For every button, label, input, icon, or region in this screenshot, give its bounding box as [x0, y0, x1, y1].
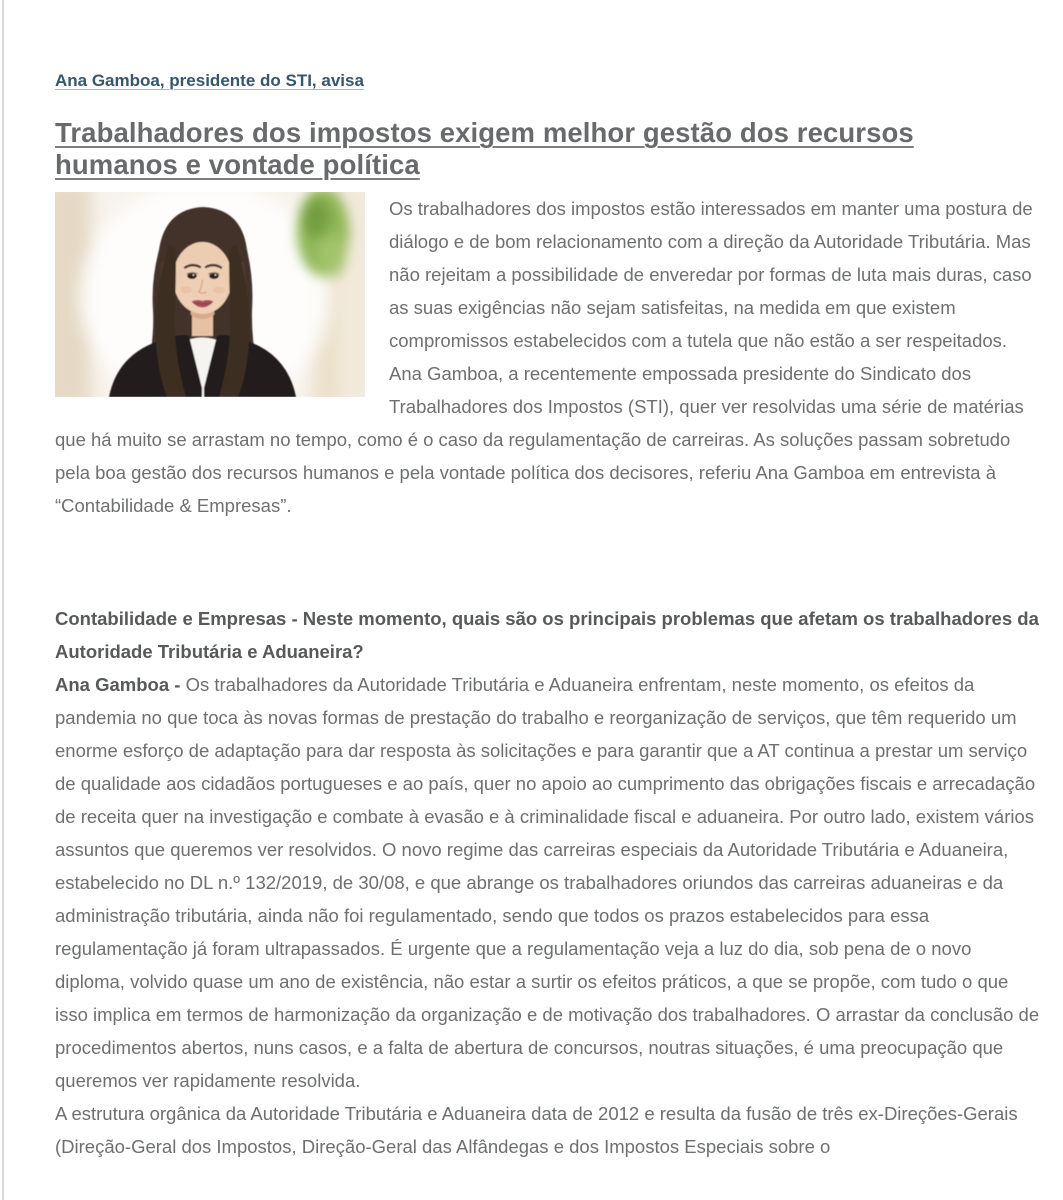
article-photo — [55, 192, 365, 397]
interview-answer-continued — [55, 1097, 1043, 1163]
article-headline — [55, 117, 955, 181]
interview-section — [55, 602, 1043, 1163]
answer-speaker-label: Ana Gamboa - — [55, 674, 186, 696]
interview-question: Contabilidade e Empresas - Neste momento, quais são os principais problemas que afetam os trabalhadores da Autoridade Tributária e Aduaneira? — [55, 608, 1039, 663]
article-body — [55, 192, 1043, 1163]
interview-answer — [55, 668, 1043, 1097]
kicker-link[interactable]: Ana Gamboa, presidente do STI, avisa — [55, 71, 364, 90]
headline-link[interactable]: Trabalhadores dos impostos exigem melhor gestão dos recursos humanos e vontade política — [55, 117, 914, 181]
answer-text-2: A estrutura orgânica da Autoridade Tributária e Aduaneira data de 2012 e resulta da fusão de três ex-Direções-Gerais (Direção-Geral dos Impostos, Direção-Geral das Alfândegas e dos Impostos Especiais sobre o — [55, 1103, 1018, 1158]
answer-text-1: Os trabalhadores da Autoridade Tributária e Aduaneira enfrentam, neste momento, os efeitos da pandemia no que toca às novas formas de prestação do trabalho e reorganização de serviços, que têm requerido um enorme esforço de adaptação para dar resposta às solicitações e para garantir que a AT continua a prestar um serviço de qualidade aos cidadãos portugueses e ao país, quer no apoio ao cumprimento das obrigações fiscais e arrecadação de receita quer na investigação e combate à evasão e à criminalidade fiscal e aduaneira. Por outro lado, existem vários assuntos que queremos ver resolvidos. O novo regime das carreiras especiais da Autoridade Tributária e Aduaneira, estabelecido no DL n.º 132/2019, de 30/08, e que abrange os trabalhadores oriundos das carreiras aduaneiras e da administração tributária, ainda não foi regulamentado, sendo que todos os prazos estabelecidos para essa regulamentação já foram ultrapassados. É urgente que a regulamentação veja a luz do dia, sob pena de o novo diploma, volvido quase um ano de existência, não estar a surtir os efeitos práticos, a que se propõe, com tudo o que isso implica em termos de harmonização da organização e de motivação dos trabalhadores. O arrastar da conclusão de procedimentos abertos, nuns casos, e a falta de abertura de concursos, noutras situações, é uma preocupação que queremos ver rapidamente resolvida. — [55, 674, 1040, 1092]
portrait-illustration — [55, 192, 365, 397]
intro-text: Os trabalhadores dos impostos estão interessados em manter uma postura de diálogo e de bom relacionamento com a direção da Autoridade Tributária. Mas não rejeitam a possibilidade de enveredar por formas de luta mais duras, caso as suas exigências não sejam satisfeitas, na medida em que existem compromissos estabelecidos com a tutela que não estão a ser respeitados. Ana Gamboa, a recentemente empossada presidente do Sindicato dos Trabalhadores dos Impostos (STI), quer ver resolvidas uma série de matérias que há muito se arrastam no tempo, como é o caso da regulamentação de carreiras. As soluções passam sobretudo pela boa gestão dos recursos humanos e pela vontade política dos decisores, referiu Ana Gamboa em entrevista à “Contabilidade & Empresas”. — [55, 198, 1033, 517]
window-left-border — [2, 0, 4, 1200]
